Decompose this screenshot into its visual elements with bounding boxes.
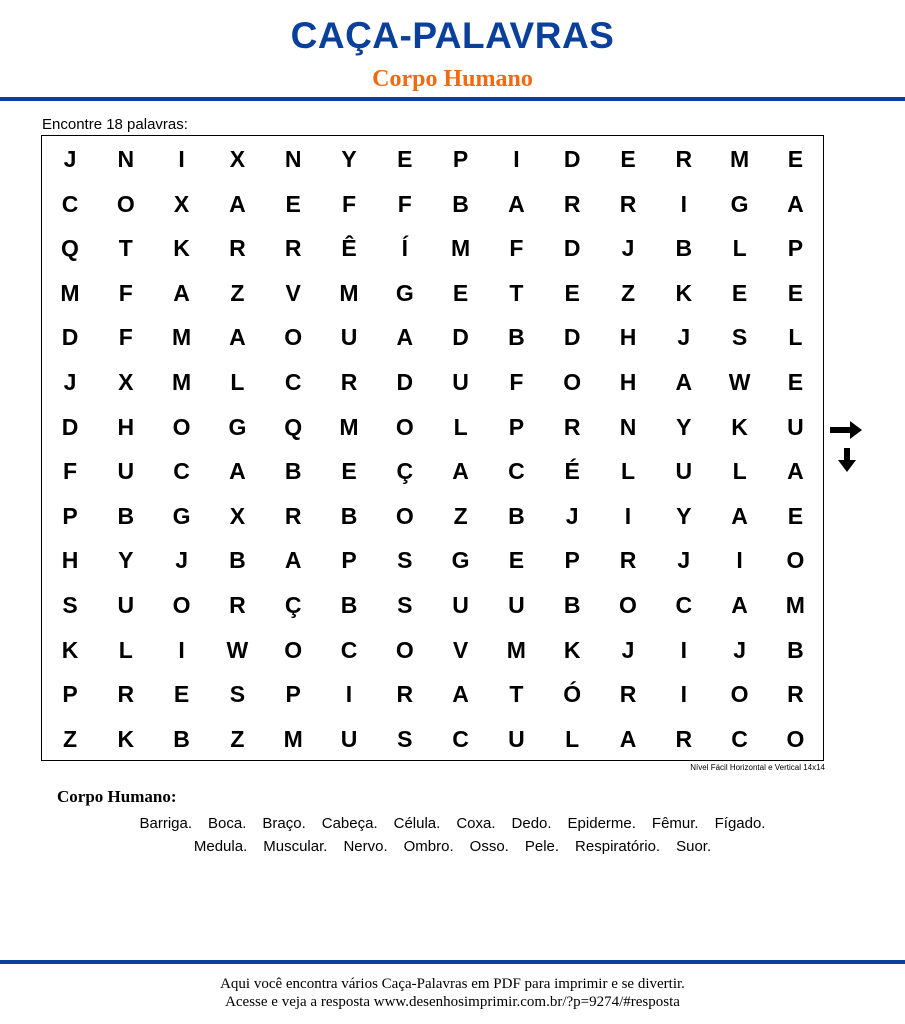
grid-letter: B xyxy=(787,636,804,663)
grid-letter: E xyxy=(341,458,357,485)
grid-letter: U xyxy=(787,413,804,440)
grid-letter: K xyxy=(731,413,748,440)
grid-letter: A xyxy=(675,369,693,395)
grid-letter: M xyxy=(60,279,80,306)
grid-letter: O xyxy=(786,547,805,574)
grid-letter: P xyxy=(452,146,469,172)
grid-letter: C xyxy=(173,458,190,485)
grid-letter: D xyxy=(563,146,581,172)
grid-letter: I xyxy=(345,681,353,708)
grid-letter: J xyxy=(733,636,746,663)
grid-letter: J xyxy=(621,636,635,663)
grid-letter: A xyxy=(229,458,246,485)
grid-letter: R xyxy=(563,413,581,440)
top-divider xyxy=(0,97,905,101)
grid-letter: O xyxy=(116,190,135,217)
grid-letter: I xyxy=(680,190,687,217)
grid-letter: K xyxy=(61,636,79,663)
grid-letter: A xyxy=(452,458,469,485)
grid-letter: Ó xyxy=(563,681,582,708)
grid-letter: N xyxy=(619,413,637,440)
grid-letter: K xyxy=(173,235,190,262)
grid-letter: J xyxy=(677,547,691,574)
word-list-item: Medula. xyxy=(193,838,248,855)
word-list-item: Muscular. xyxy=(263,838,328,855)
grid-letter: U xyxy=(508,592,525,618)
grid-letter: E xyxy=(620,146,636,172)
grid-letter: A xyxy=(508,190,525,217)
grid-letter: T xyxy=(509,681,524,708)
grid-letter: R xyxy=(117,681,135,708)
grid-letter: A xyxy=(173,279,190,306)
grid-letter: S xyxy=(731,324,748,351)
grid-letter: O xyxy=(284,636,303,663)
grid-letter: B xyxy=(508,502,525,529)
grid-letter: C xyxy=(61,190,79,217)
word-list-item: Barriga. xyxy=(139,815,193,832)
grid-letter: Ê xyxy=(341,235,357,262)
grid-letter: F xyxy=(397,190,412,217)
grid-letter: Z xyxy=(230,725,245,752)
grid-letter: N xyxy=(117,146,135,172)
grid-letter: X xyxy=(229,146,246,172)
grid-letter: L xyxy=(620,458,636,485)
grid-letter: U xyxy=(117,458,135,485)
grid-letter: E xyxy=(285,190,301,217)
grid-letter: V xyxy=(452,636,469,663)
grid-letter: D xyxy=(563,235,581,262)
grid-letter: Y xyxy=(676,502,692,529)
grid-letter: Ç xyxy=(284,592,302,618)
grid-letter: L xyxy=(732,235,747,262)
grid-letter: R xyxy=(675,146,693,172)
word-list-item: Nervo. xyxy=(343,838,388,855)
grid-letter: P xyxy=(285,681,301,708)
grid-letter: C xyxy=(452,725,469,752)
grid-letter: S xyxy=(397,547,413,574)
grid-letter: L xyxy=(732,458,747,485)
grid-letter: E xyxy=(787,279,804,306)
grid-letter: L xyxy=(230,369,245,395)
grid-letter: D xyxy=(396,369,414,395)
grid-letter: F xyxy=(118,324,133,351)
grid-letter: O xyxy=(619,592,637,618)
grid-letter: X xyxy=(173,190,190,217)
grid-letter: V xyxy=(285,279,301,306)
grid-letter: R xyxy=(340,369,358,395)
grid-letter: O xyxy=(730,681,749,708)
grid-letter: H xyxy=(619,369,637,395)
grid-letter: B xyxy=(229,547,246,574)
grid-letter: J xyxy=(63,369,77,395)
grid-letter: F xyxy=(341,190,357,217)
grid-letter: Z xyxy=(620,279,636,306)
grid-letter: N xyxy=(284,146,302,172)
word-list-item: Célula. xyxy=(393,815,441,832)
grid-letter: B xyxy=(452,190,469,217)
grid-letter: A xyxy=(284,547,302,574)
footer-line-2: Acesse e veja a resposta www.desenhosimprimir.com.br/?p=9274/#resposta xyxy=(225,994,680,1010)
grid-letter: T xyxy=(118,235,133,262)
grid-letter: Z xyxy=(62,725,78,752)
grid-letter: Z xyxy=(230,279,245,306)
grid-letter: W xyxy=(226,636,249,663)
level-label: Nível Fácil Horizontal e Vertical 14x14 xyxy=(690,763,825,772)
grid-letter: D xyxy=(452,324,469,351)
grid-letter: U xyxy=(452,369,469,395)
grid-letter: K xyxy=(117,725,135,752)
grid-letter: G xyxy=(228,413,247,440)
grid-letter: W xyxy=(728,369,751,395)
grid-letter: A xyxy=(452,681,469,708)
page-subtitle: Corpo Humano xyxy=(372,66,533,92)
grid-letter: B xyxy=(117,502,135,529)
grid-letter: A xyxy=(229,190,246,217)
grid-letter: E xyxy=(787,369,804,395)
grid-letter: O xyxy=(395,413,414,440)
word-list-item: Fêmur. xyxy=(651,815,699,832)
grid-letter: E xyxy=(564,279,580,306)
word-list-item: Cabeça. xyxy=(321,815,378,832)
grid-letter: R xyxy=(229,235,246,262)
grid-letter: É xyxy=(564,458,580,485)
grid-letter: B xyxy=(340,592,358,618)
word-list-item: Respiratório. xyxy=(575,838,661,855)
grid-letter: M xyxy=(283,725,303,752)
grid-letter: R xyxy=(284,502,302,529)
word-list-item: Coxa. xyxy=(456,815,496,832)
grid-letter: Y xyxy=(118,547,134,574)
grid-letter: U xyxy=(452,592,469,618)
grid-letter: P xyxy=(508,413,525,440)
grid-letter: O xyxy=(284,324,303,351)
grid-letter: G xyxy=(730,190,749,217)
grid-letter: B xyxy=(173,725,190,752)
grid-letter: J xyxy=(63,146,77,172)
grid-letter: M xyxy=(339,413,359,440)
grid-letter: P xyxy=(62,502,78,529)
grid-letter: M xyxy=(172,324,192,351)
grid-letter: E xyxy=(731,279,748,306)
word-list-item: Fígado. xyxy=(714,815,766,832)
grid-letter: Y xyxy=(341,146,357,172)
arrow-down-icon xyxy=(836,446,858,474)
grid-letter: M xyxy=(451,235,471,262)
grid-letter: E xyxy=(397,146,413,172)
grid-letter: I xyxy=(178,146,185,172)
word-list-item: Braço. xyxy=(262,815,306,832)
grid-letter: C xyxy=(284,369,302,395)
grid-letter: I xyxy=(513,146,520,172)
grid-letter: R xyxy=(675,725,693,752)
footer-line-1: Aqui você encontra vários Caça-Palavras em PDF para imprimir e se divertir. xyxy=(220,976,685,992)
grid-letter: Z xyxy=(453,502,468,529)
grid-letter: I xyxy=(624,502,632,529)
word-list-item: Pele. xyxy=(524,838,560,855)
grid-letter: D xyxy=(61,413,79,440)
grid-letter: G xyxy=(395,279,414,306)
grid-letter: H xyxy=(619,324,637,351)
grid-letter: K xyxy=(675,279,693,306)
grid-letter: B xyxy=(675,235,693,262)
grid-letter: U xyxy=(340,324,358,351)
grid-letter: E xyxy=(508,547,525,574)
grid-letter: A xyxy=(787,458,804,485)
grid-letter: I xyxy=(680,636,687,663)
grid-letter: F xyxy=(509,369,524,395)
grid-letter: C xyxy=(340,636,358,663)
bottom-divider xyxy=(0,960,905,964)
grid-letter: J xyxy=(175,547,188,574)
word-list-item: Osso. xyxy=(469,838,509,855)
grid-letter: U xyxy=(117,592,135,618)
grid-letter: R xyxy=(229,592,246,618)
grid-letter: F xyxy=(62,458,78,485)
grid-letter: L xyxy=(788,324,803,351)
word-list-line-1 xyxy=(0,814,905,834)
word-list-line-2 xyxy=(0,837,905,857)
grid-letter: Í xyxy=(401,235,408,262)
grid-letter: D xyxy=(61,324,79,351)
grid-letter: C xyxy=(731,725,748,752)
grid-letter: J xyxy=(565,502,579,529)
grid-letter: E xyxy=(787,146,804,172)
grid-letter: H xyxy=(61,547,79,574)
grid-letter: G xyxy=(172,502,191,529)
grid-letter: O xyxy=(172,413,191,440)
grid-letter: U xyxy=(508,725,525,752)
grid-letter: B xyxy=(508,324,525,351)
grid-letter: R xyxy=(284,235,302,262)
grid-letter: U xyxy=(340,725,358,752)
grid-letter: O xyxy=(563,369,582,395)
word-list-item: Suor. xyxy=(676,838,712,855)
grid-letter: S xyxy=(62,592,78,618)
arrow-right-icon xyxy=(828,419,864,441)
grid-letter: A xyxy=(229,324,246,351)
grid-letter: X xyxy=(229,502,246,529)
grid-letter: F xyxy=(118,279,133,306)
grid-letter: K xyxy=(563,636,581,663)
grid-letter: P xyxy=(787,235,804,262)
grid-letter: E xyxy=(787,502,804,529)
grid-letter: P xyxy=(564,547,580,574)
word-search-grid xyxy=(41,135,824,761)
grid-letter: S xyxy=(397,592,413,618)
grid-letter: S xyxy=(229,681,246,708)
word-list-item: Ombro. xyxy=(403,838,454,855)
grid-letter: C xyxy=(675,592,693,618)
grid-letter: B xyxy=(284,458,302,485)
grid-letter: Q xyxy=(284,413,303,440)
grid-letter: E xyxy=(452,279,469,306)
grid-letter: Ç xyxy=(396,458,414,485)
grid-letter: R xyxy=(396,681,414,708)
grid-letter: Q xyxy=(61,235,79,262)
grid-letter: I xyxy=(680,681,687,708)
instructions: Encontre 18 palavras: xyxy=(42,116,188,133)
grid-letter: G xyxy=(451,547,470,574)
word-list-title: Corpo Humano: xyxy=(57,787,177,806)
grid-letter: R xyxy=(619,681,637,708)
grid-letter: F xyxy=(509,235,524,262)
grid-letter: A xyxy=(396,324,414,351)
grid-letter: H xyxy=(117,413,135,440)
grid-letter: O xyxy=(786,725,805,752)
grid-letter: B xyxy=(340,502,358,529)
grid-letter: L xyxy=(453,413,468,440)
grid-letter: M xyxy=(730,146,750,172)
grid-letter: R xyxy=(787,681,804,708)
grid-letter: O xyxy=(172,592,191,618)
grid-letter: P xyxy=(341,547,357,574)
grid-letter: A xyxy=(731,592,748,618)
grid-letter: U xyxy=(675,458,693,485)
grid-letter: J xyxy=(677,324,691,351)
grid-letter: R xyxy=(619,547,637,574)
grid-letter: O xyxy=(395,502,414,529)
grid-letter: M xyxy=(172,369,192,395)
grid-letter: X xyxy=(118,369,134,395)
grid-letter: R xyxy=(563,190,581,217)
grid-letter: M xyxy=(785,592,805,618)
grid-letter: A xyxy=(619,725,637,752)
grid-letter: J xyxy=(621,235,635,262)
word-list-item: Boca. xyxy=(208,815,247,832)
grid-letter: S xyxy=(397,725,413,752)
grid-letter: D xyxy=(563,324,581,351)
grid-letter: I xyxy=(736,547,743,574)
word-list-item: Dedo. xyxy=(511,815,552,832)
grid-letter: M xyxy=(339,279,359,306)
grid-letter: P xyxy=(62,681,78,708)
grid-letter: A xyxy=(731,502,748,529)
grid-letter: R xyxy=(619,190,637,217)
grid-letter: O xyxy=(395,636,414,663)
grid-letter: L xyxy=(565,725,580,752)
grid-letter: T xyxy=(509,279,524,306)
grid-letter: M xyxy=(506,636,526,663)
page-title: CAÇA-PALAVRAS xyxy=(290,15,615,56)
grid-letter: E xyxy=(173,681,190,708)
grid-letter: I xyxy=(178,636,185,663)
grid-letter: B xyxy=(563,592,581,618)
word-list-item: Epiderme. xyxy=(567,815,636,832)
grid-letter: L xyxy=(118,636,133,663)
grid-letter: C xyxy=(508,458,525,485)
grid-letter: Y xyxy=(676,413,692,440)
grid-letter: A xyxy=(787,190,804,217)
